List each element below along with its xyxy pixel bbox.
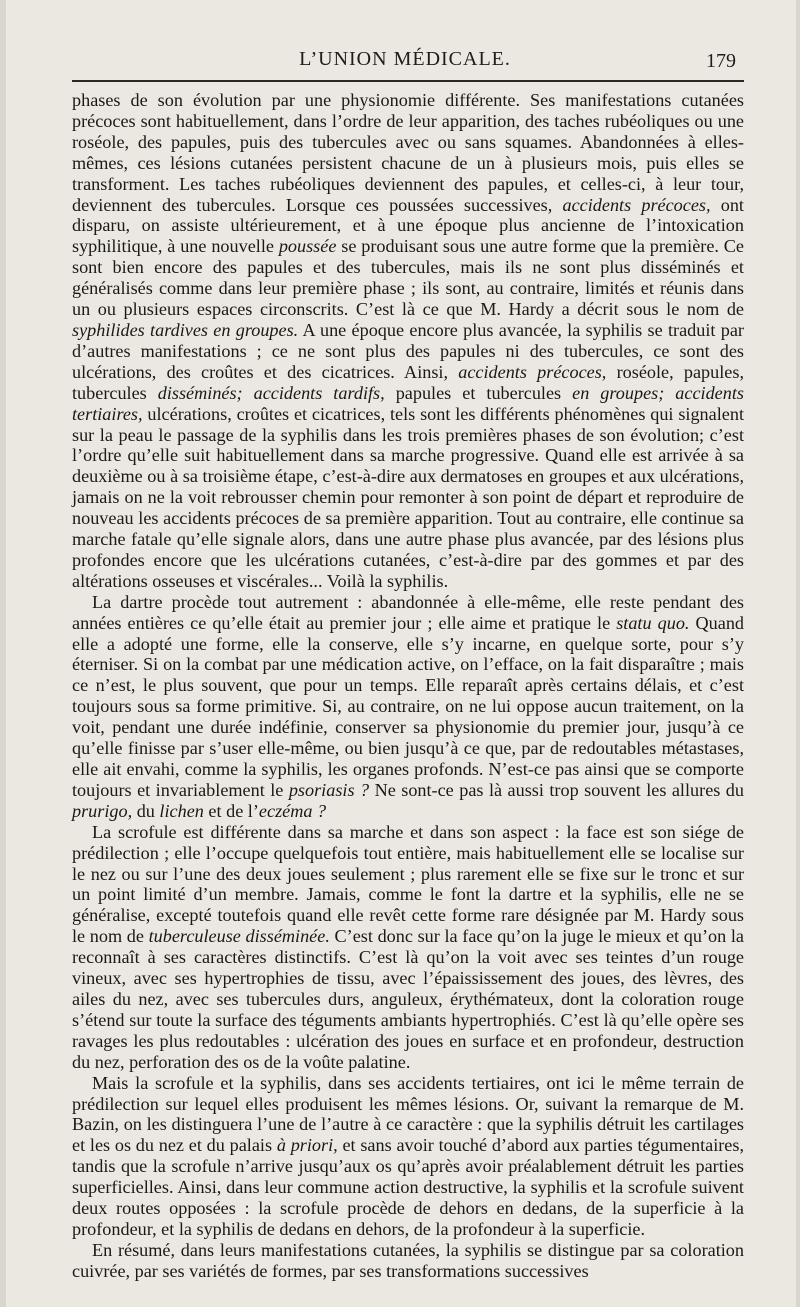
italic-term: syphilides tardives en groupes. [72, 319, 299, 340]
text-run: phases de son évolution par une physionomie différente. Ses manifestations cutanées précoces sont habituellement, dans l’ordre de leur apparition, des taches rubéoliques ou une roséole, des papules, puis des tubercules avec ou sans squames. Abandonnées à elles-mêmes, ces lésions cutanées persistent chacune de un à plusieurs mois, puis elles se transforment. Les taches rubéoliques deviennent des papules, et celles-ci, à leur tour, deviennent des tubercules. Lorsque ces poussées successives, [72, 90, 744, 215]
italic-term: psoriasis ? [288, 779, 370, 800]
text-run: se produisant sous une autre forme que la première. Ce sont bien encore des papules et des tubercules, mais ils ne sont plus disséminés et généralisés comme dans leur première phase ; ils sont, au contraire, limités et réunis dans un ou plusieurs espaces circonscrits. C’est là ce que M. Hardy a décrit sous le nom de [72, 236, 745, 320]
running-title: L’UNION MÉDICALE. [299, 48, 511, 70]
article-body [72, 90, 744, 1282]
text-run: A une époque encore plus avancée, la syphilis se traduit par d’autres manifestations ; ce ne sont plus des papules ni des tubercules, ce sont des ulcérations, des croûtes et des cicatrices. Ainsi, [72, 319, 744, 382]
header-rule [72, 80, 744, 82]
text-run: La scrofule est différente dans sa marche et dans son aspect : la face est son siége de prédilection ; elle l’occupe quelquefois tout entière, mais habituellement elle se localise sur le nez ou sur l’une des deux joues seulement ; plus rarement elle se fixe sur le tronc et sur un point limité d’un membre. Jamais, comme le font la dartre et la syphilis, elle ne se généralise, excepté toutefois quand elle revêt cette forme rare désignée par M. Hardy sous le nom de [72, 821, 744, 947]
italic-term: accidents précoces, [562, 194, 711, 215]
text-run: du [132, 800, 160, 821]
italic-term: statu quo. [616, 612, 690, 633]
paragraph [72, 1073, 744, 1240]
text-run: papules et tubercules [384, 382, 573, 403]
text-run: Mais la scrofule et la syphilis, dans ses accidents tertiaires, ont ici le même terrain de prédilection sur lequel elles produisent les mêmes lésions. Or, suivant la remarque de M. Bazin, on les distinguera l’une de l’autre à ce caractère : que la syphilis détruit les cartilages et les os du nez et du palais [72, 1072, 744, 1156]
paragraph [72, 822, 744, 1073]
text-run: roséole, papules, tubercules [72, 361, 744, 403]
journal-page [6, 0, 796, 1307]
italic-term: tuberculeuse disséminée. [148, 926, 330, 947]
italic-term: accidents précoces, [458, 361, 607, 382]
text-run: et sans avoir touché d’abord aux parties tégumentaires, tandis que la scrofule n’arrive jusqu’aux os qu’après avoir préalablement détruit les parties superficielles. Ainsi, dans leur commune action destructive, la syphilis et la scrofule suivent deux routes opposées : la scrofule procède de dehors en dedans, de la superficie à la profondeur, et la syphilis de dedans en dehors, de la profondeur à la superficie. [72, 1135, 744, 1239]
italic-term: poussée [278, 236, 337, 257]
text-run: et de l’ [203, 800, 259, 821]
italic-term: prurigo, [72, 800, 133, 821]
text-run: Quand elle a adopté une forme, elle la conserve, elle s’y incarne, en quelque sorte, pour s’y éterniser. Si on la combat par une médication active, on l’efface, on la fait disparaître ; mais ce n’est, le plus souvent, que pour un temps. Elle reparaît après certains délais, et c’est toujours sous sa forme primitive. Si, au contraire, on ne lui oppose aucun traitement, on la voit, pendant une durée indéfinie, conserver sa physionomie du premier jour, jusqu’à ce qu’elle finisse par s’user elle-même, ou bien jusqu’à ce que, par de redoutables métastases, elle ait envahi, comme la syphilis, les organes profonds. N’est-ce pas ainsi que se comporte toujours et invariablement le [72, 612, 745, 800]
text-run: Ne sont-ce pas là aussi trop souvent les allures du [369, 779, 744, 800]
italic-term: à priori, [276, 1135, 338, 1156]
paragraph [72, 1240, 744, 1282]
page-header [66, 48, 744, 78]
italic-term: en groupes; accidents tertiaires, [72, 382, 744, 424]
text-run: En résumé, dans leurs manifestations cutanées, la syphilis se distingue par sa coloration cuivrée, par ses variétés de formes, par ses transformations successives [72, 1239, 744, 1281]
italic-term: lichen [159, 800, 204, 821]
text-run: C’est donc sur la face qu’on la juge le mieux et qu’on la reconnaît à ses caractères distinctifs. C’est là qu’on la voit avec ses teintes d’un rouge vineux, avec ses hypertrophies de tissu, avec l’épaississement des joues, des lèvres, des ailes du nez, avec ses tubercules durs, anguleux, érythémateux, dont la coloration rouge s’étend sur toute la surface des téguments ambiants hypertrophiés. C’est là qu’elle opère ses ravages les plus redoutables : ulcération des joues en surface et en profondeur, destruction du nez, perforation des os de la voûte palatine. [72, 926, 744, 1072]
text-run: ont disparu, on assiste ultérieurement, et à une époque plus ancienne de l’intoxication syphilitique, à une nouvelle [72, 194, 744, 257]
paragraph [72, 592, 744, 822]
text-run: ulcérations, croûtes et cicatrices, tels sont les différents phénomènes qui signalent sur la peau le passage de la syphilis dans les trois premières phases de son évolution; c’est l’ordre qu’elle suit habituellement dans sa marche progressive. Quand elle est arrivée à sa deuxième ou à sa troisième étape, c’est-à-dire aux dermatoses en groupes et aux ulcérations, jamais on ne la voit rebrousser chemin pour remonter à son point de départ et reproduire de nouveau les accidents précoces de sa première apparition. Tout au contraire, elle continue sa marche fatale qu’elle signale alors, dans une autre phase plus avancée, par des lésions plus profondes encore que les ulcérations cutanées, c’est-à-dire par des gommes et par des altérations osseuses et viscérales... Voilà la syphilis. [72, 403, 744, 591]
italic-term: eczéma ? [258, 800, 327, 821]
italic-term: disséminés; accidents tardifs, [157, 382, 385, 403]
paragraph [72, 90, 744, 592]
text-run: La dartre procède tout autrement : abandonnée à elle-même, elle reste pendant des années entières ce qu’elle était au premier jour ; elle aime et pratique le [72, 591, 744, 633]
page-number: 179 [706, 50, 736, 72]
